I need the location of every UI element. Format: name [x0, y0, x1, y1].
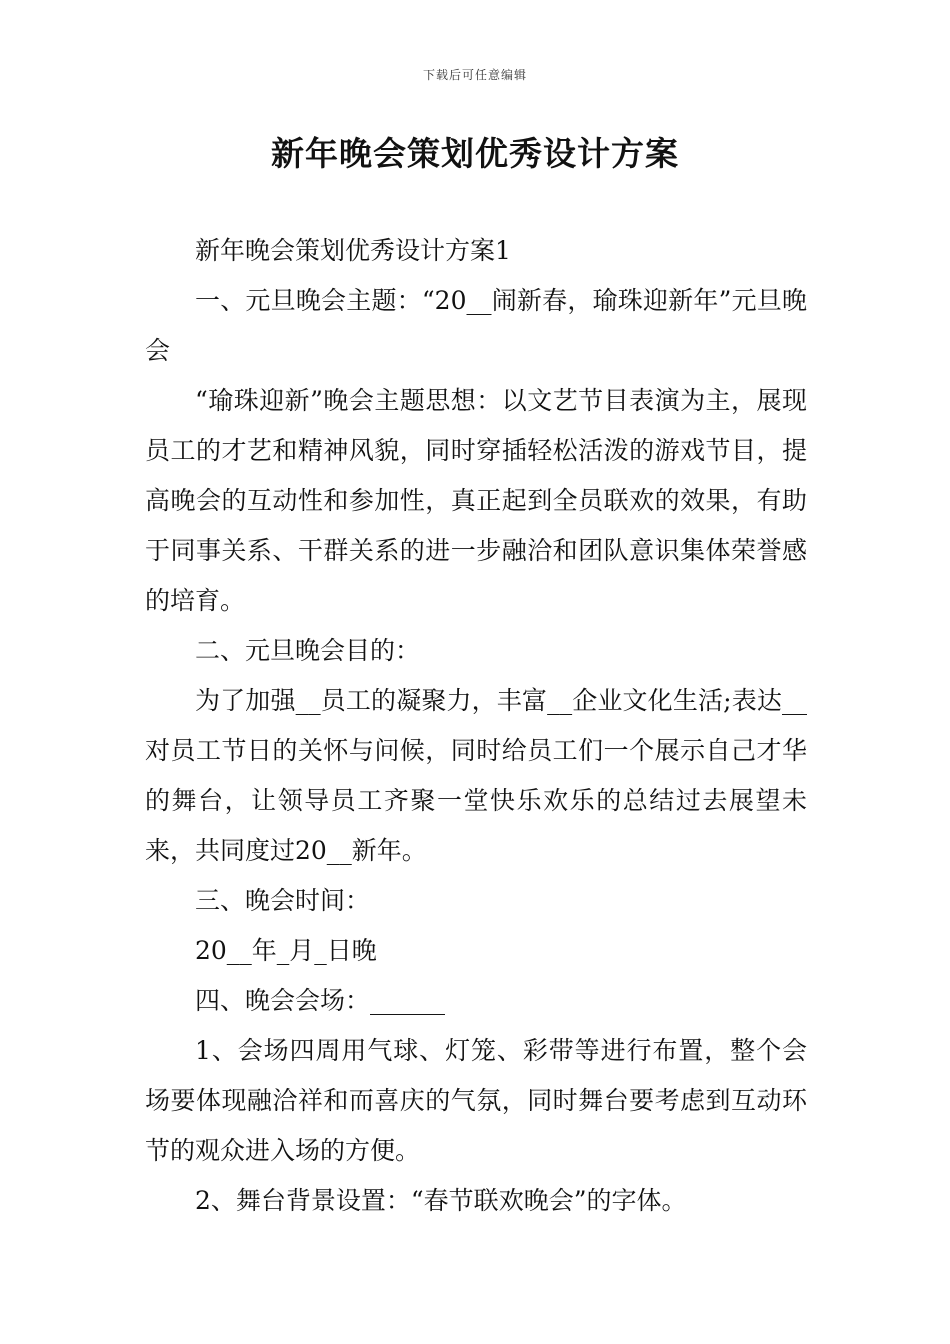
- paragraph: 一、元旦晚会主题：“20__闹新春，瑜珠迎新年”元旦晚会: [145, 286, 807, 365]
- paragraph: 新年晚会策划优秀设计方案1: [195, 236, 511, 265]
- paragraph: 1、会场四周用气球、灯笼、彩带等进行布置，整个会场要体现融洽祥和而喜庆的气氛，同时舞台要考虑到互动环节的观众进入场的方便。: [145, 1036, 807, 1165]
- paragraph: 为了加强__员工的凝聚力，丰富__企业文化生活;表达__对员工节日的关怀与问候，同时给员工们一个展示自己才华的舞台，让领导员工齐聚一堂快乐欢乐的总结过去展望未来，共同度过20__新年。: [145, 686, 807, 865]
- paragraph: 2、舞台背景设置：“春节联欢晚会”的字体。: [195, 1186, 687, 1215]
- document-title: 新年晚会策划优秀设计方案: [271, 134, 679, 173]
- paragraph: “瑜珠迎新”晚会主题思想：以文艺节目表演为主，展现员工的才艺和精神风貌，同时穿插轻松活泼的游戏节目，提高晚会的互动性和参加性，真正起到全员联欢的效果，有助于同事关系、干群关系的进一步融洽和团队意识集体荣誉感的培育。: [145, 386, 807, 615]
- paragraph: 三、晚会时间：: [195, 886, 371, 915]
- document-body: [145, 226, 807, 1226]
- header-note: 下载后可任意编辑: [422, 68, 527, 82]
- paragraph: 20__年_月_日晚: [195, 936, 377, 965]
- paragraph: 四、晚会会场：______: [195, 986, 446, 1015]
- paragraph: 二、元旦晚会目的：: [195, 636, 421, 665]
